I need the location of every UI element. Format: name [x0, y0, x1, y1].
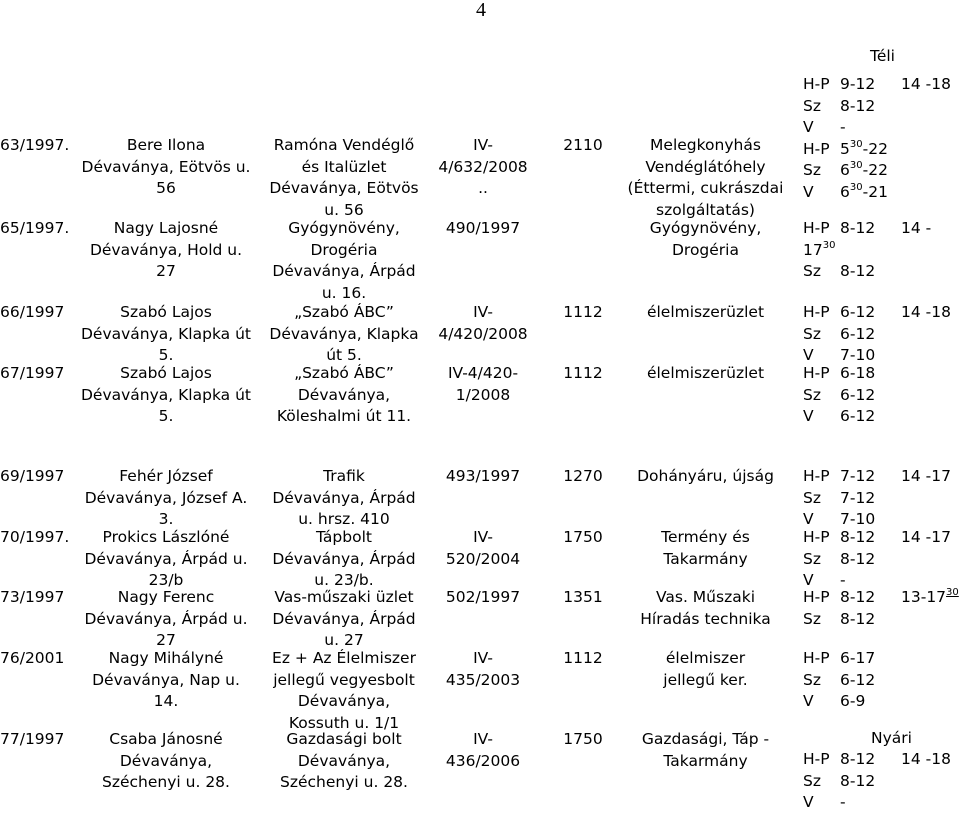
opening-hours-cell [803, 648, 960, 713]
owner-cell-line: 27 [156, 262, 176, 280]
business-unit-cell [256, 218, 432, 304]
permit-number-cell-line: 493/1997 [445, 467, 521, 485]
activity-cell-line: Takarmány [663, 751, 748, 770]
business-unit-cell-line: Drogéria [310, 240, 378, 259]
permit-number-cell-line: IV-4/420- [447, 364, 519, 382]
business-unit-cell-line: Gyógynövény, [288, 219, 400, 237]
owner-cell [80, 648, 252, 713]
owner-cell-line: Dévaványa, Árpád u. [84, 609, 248, 628]
opening-hours-cell [803, 466, 960, 531]
registry-number: 76/2001 [0, 649, 65, 667]
registry-number: 67/1997 [0, 364, 65, 382]
activity-cell [618, 587, 793, 630]
business-unit-cell-line: Dévaványa, Árpád [272, 609, 416, 628]
owner-cell-line: Dévaványa, Árpád u. [84, 549, 248, 568]
opening-hours-line: H-P 8-12 14 - [803, 219, 932, 237]
permit-number-cell-line: .. [478, 179, 488, 197]
opening-hours-line: V - [803, 571, 846, 589]
opening-hours-line: V 7-10 [803, 510, 876, 528]
permit-number-cell [433, 466, 533, 488]
opening-hours-line: H-P 8-12 14 -17 [803, 528, 951, 546]
owner-cell [80, 466, 252, 531]
permit-number-cell-line: IV- [473, 730, 493, 748]
owner-cell [80, 363, 252, 428]
business-unit-cell-line: jellegű vegyesbolt [273, 670, 415, 689]
registry-number: 63/1997. [0, 136, 70, 154]
activity-cell-line: (Éttermi, cukrászdai [627, 179, 784, 197]
permit-number-cell [433, 302, 533, 345]
activity-cell [618, 466, 793, 488]
opening-hours-line: H-P 7-12 14 -17 [803, 467, 951, 485]
business-unit-cell-line: út 5. [326, 346, 362, 364]
activity-code: 1351 [563, 588, 603, 606]
business-unit-cell-line: u. 27 [324, 631, 364, 649]
page-number: 4 [476, 0, 486, 21]
opening-hours-line: V $6^{30}-21$ [803, 181, 888, 201]
business-unit-cell-line: Gazdasági bolt [286, 730, 402, 748]
activity-code: 1750 [563, 528, 603, 546]
opening-hours-line: Sz 8-12 [803, 262, 876, 280]
owner-cell [80, 729, 252, 794]
activity-cell-line: Híradás technika [640, 609, 771, 628]
business-unit-cell-line: Dévaványa, Árpád [272, 488, 416, 507]
owner-cell-line: Dévaványa, József A. [84, 488, 248, 507]
activity-code: 1112 [563, 364, 603, 382]
opening-hours-line: H-P 8-12 14 -18 [803, 750, 951, 768]
owner-cell [80, 135, 252, 200]
business-unit-cell [256, 363, 432, 428]
business-unit-cell-line: Köleshalmi út 11. [276, 407, 412, 425]
activity-code: 1112 [563, 649, 603, 667]
registry-number: 65/1997. [0, 219, 70, 237]
activity-cell-line: Vas. Műszaki [655, 588, 756, 606]
business-unit-cell [256, 135, 432, 221]
opening-hours-line: Sz 8-12 [803, 771, 876, 790]
opening-hours-line: Sz 6-12 [803, 670, 876, 689]
business-unit-cell-line: Dévaványa, Árpád [272, 549, 416, 568]
permit-number-cell-line: IV- [473, 528, 493, 546]
owner-cell-line: 14. [153, 692, 179, 710]
owner-cell-line: Dévaványa, Hold u. [89, 240, 243, 259]
business-unit-cell [256, 587, 432, 652]
opening-hours-line: H-P 9-12 14 -18 [803, 75, 951, 93]
activity-cell-line: Dohányáru, újság [637, 467, 774, 485]
owner-cell-line: Dévaványa, Nap u. [92, 670, 240, 689]
business-unit-cell-line: Dévaványa, Klapka [269, 324, 419, 343]
opening-hours-cell [803, 302, 960, 367]
activity-cell-line: Vendéglátóhely [645, 157, 766, 176]
permit-number-cell-line: 4/632/2008 [438, 157, 528, 176]
registry-number: 77/1997 [0, 730, 65, 748]
owner-cell-line: Fehér József [119, 467, 213, 485]
business-unit-cell-line: u. hrsz. 410 [298, 510, 390, 528]
registry-number: 73/1997 [0, 588, 65, 606]
opening-hours-line: H-P 8-12 $13-17^{30}$ [803, 587, 959, 606]
owner-cell-line: Dévaványa, Eötvös u. [81, 157, 251, 176]
activity-cell-line: Takarmány [663, 549, 748, 568]
business-unit-cell [256, 729, 432, 794]
owner-cell-line: 3. [158, 510, 174, 528]
owner-cell-line: 27 [156, 631, 176, 649]
opening-hours-line: H-P 6-18 [803, 364, 876, 382]
season-label-summer: Nyári [871, 729, 912, 747]
opening-hours-line: V 7-10 [803, 346, 876, 364]
owner-cell-line: 5. [158, 407, 174, 425]
business-unit-cell-line: Dévaványa, Árpád [272, 262, 416, 280]
opening-hours-cell [803, 363, 960, 428]
owner-cell-line: Nagy Mihályné [108, 649, 224, 667]
owner-cell-line: Szabó Lajos [120, 303, 212, 321]
opening-hours-line: V - [803, 118, 846, 136]
business-unit-cell-line: Dévaványa, Eötvös [269, 179, 419, 197]
business-unit-cell-line: Dévaványa, [297, 692, 391, 710]
permit-number-cell [433, 729, 533, 772]
permit-number-cell-line: IV- [473, 649, 493, 667]
activity-cell [618, 648, 793, 691]
permit-number-cell-line: 502/1997 [445, 588, 521, 606]
business-unit-cell-line: Ez + Az Élelmiszer [272, 649, 416, 667]
opening-hours-line: Sz $6^{30}-22$ [803, 160, 888, 179]
activity-cell [618, 218, 793, 261]
activity-cell-line: Gyógynövény, [649, 219, 762, 237]
permit-number-cell-line: IV- [473, 303, 493, 321]
owner-cell [80, 527, 252, 592]
permit-number-cell [433, 587, 533, 609]
opening-hours-cell [803, 218, 960, 283]
opening-hours-line: Sz 7-12 [803, 488, 876, 507]
activity-cell [618, 527, 793, 570]
owner-cell [80, 302, 252, 367]
owner-cell-line: Dévaványa, [119, 751, 213, 770]
opening-hours-cell [803, 587, 960, 630]
activity-cell [618, 135, 793, 221]
permit-number-cell-line: 4/420/2008 [438, 324, 528, 343]
business-unit-cell-line: Széchenyi u. 28. [280, 773, 408, 791]
activity-cell [618, 302, 793, 324]
registry-number: 70/1997. [0, 528, 70, 546]
opening-hours-line: Sz 6-12 [803, 385, 876, 404]
owner-cell [80, 587, 252, 652]
business-unit-cell-line: Trafik [323, 467, 365, 485]
owner-cell-line: Dévaványa, Klapka út [80, 385, 251, 404]
opening-hours-cell [803, 74, 960, 203]
activity-code: 1270 [563, 467, 603, 485]
business-unit-cell-line: „Szabó ÁBC” [294, 364, 394, 382]
permit-number-cell-line: IV- [473, 136, 493, 154]
owner-cell-line: Dévaványa, Klapka út [80, 324, 251, 343]
activity-cell-line: Melegkonyhás [650, 136, 761, 154]
business-unit-cell-line: Tápbolt [316, 528, 372, 546]
owner-cell-line: Prokics Lászlóné [102, 528, 230, 546]
owner-cell-line: 23/b [148, 571, 184, 589]
permit-number-cell-line: 520/2004 [445, 549, 521, 568]
owner-cell-line: Nagy Ferenc [117, 588, 215, 606]
owner-cell [80, 218, 252, 283]
business-unit-cell-line: Kossuth u. 1/1 [288, 713, 400, 732]
opening-hours-cell [803, 527, 960, 592]
permit-number-cell-line: 435/2003 [445, 670, 521, 689]
owner-cell-line: Bere Ilona [126, 136, 206, 154]
activity-code: 1112 [563, 303, 603, 321]
activity-cell-line: jellegű ker. [663, 670, 748, 689]
business-unit-cell-line: Vas-műszaki üzlet [274, 588, 414, 606]
owner-cell-line: Nagy Lajosné [113, 219, 219, 237]
opening-hours-line: V 6-12 [803, 407, 876, 425]
business-unit-cell-line: u. 16. [321, 283, 367, 302]
business-unit-cell-line: u. 56 [324, 200, 364, 219]
business-unit-cell [256, 527, 432, 592]
activity-cell-line: élelmiszerüzlet [646, 364, 765, 382]
business-unit-cell [256, 302, 432, 367]
activity-cell [618, 363, 793, 385]
opening-hours-line: V 6-9 [803, 692, 866, 710]
opening-hours-line: V - [803, 793, 846, 811]
opening-hours-line: Sz 8-12 [803, 609, 876, 628]
activity-code: 1750 [563, 730, 603, 748]
permit-number-cell [433, 218, 533, 240]
activity-cell-line: Termény és [661, 528, 750, 546]
activity-cell-line: Gazdasági, Táp - [641, 730, 770, 748]
business-unit-cell [256, 466, 432, 531]
business-unit-cell-line: „Szabó ÁBC” [294, 303, 394, 321]
permit-number-cell [433, 648, 533, 691]
permit-number-cell [433, 363, 533, 406]
owner-cell-line: Csaba Jánosné [109, 730, 223, 748]
opening-hours-line: H-P $5^{30}-22$ [803, 138, 888, 158]
business-unit-cell [256, 648, 432, 734]
business-unit-cell-line: és Italüzlet [301, 157, 387, 176]
activity-cell [618, 729, 793, 772]
owner-cell-line: Szabó Lajos [120, 364, 212, 382]
opening-hours-line: H-P 6-17 [803, 649, 876, 667]
opening-hours-line: Sz 8-12 [803, 96, 876, 115]
owner-cell-line: Széchenyi u. 28. [102, 773, 230, 791]
business-unit-cell-line: Dévaványa, [297, 751, 391, 770]
permit-number-cell-line: 436/2006 [445, 751, 521, 770]
permit-number-cell [433, 135, 533, 200]
owner-cell-line: 56 [156, 179, 176, 197]
opening-hours-line: Sz 8-12 [803, 549, 876, 568]
activity-code: 2110 [563, 136, 603, 154]
season-label-winter: Téli [870, 47, 895, 65]
permit-number-cell-line: 1/2008 [455, 385, 511, 404]
business-unit-cell-line: u. 23/b. [314, 571, 374, 589]
activity-cell-line: élelmiszer [665, 649, 746, 667]
owner-cell-line: 5. [158, 346, 174, 364]
permit-number-cell [433, 527, 533, 570]
activity-cell-line: Drogéria [671, 240, 739, 259]
registry-number: 66/1997 [0, 303, 65, 321]
permit-number-cell-line: 490/1997 [445, 219, 521, 237]
business-unit-cell-line: Ramóna Vendéglő [273, 136, 415, 154]
activity-cell-line: élelmiszerüzlet [646, 303, 765, 321]
business-unit-cell-line: Dévaványa, [297, 385, 391, 404]
opening-hours-line: H-P 6-12 14 -18 [803, 303, 951, 321]
opening-hours-line: $17^{30}$ [803, 239, 836, 259]
opening-hours-line: Sz 6-12 [803, 324, 876, 343]
activity-cell-line: szolgáltatás) [656, 200, 755, 219]
opening-hours-cell [803, 749, 960, 814]
registry-number: 69/1997 [0, 467, 65, 485]
